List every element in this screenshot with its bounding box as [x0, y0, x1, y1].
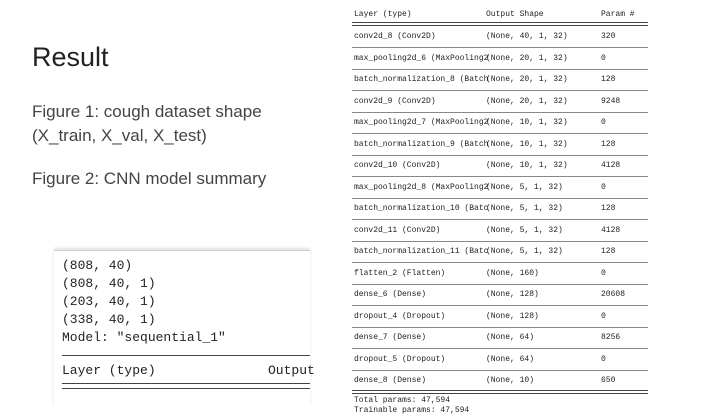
dataset-shape-output: [54, 250, 315, 406]
layer-name-cell: max_pooling2d_8 (MaxPooling2: [354, 183, 489, 192]
shape-line: (808, 40, 1): [62, 276, 156, 291]
param-count-cell: 128: [601, 75, 616, 84]
slide-title: Result: [32, 42, 109, 72]
trainable-params: Trainable params: 47,594: [354, 406, 470, 415]
output-shape-cell: (None, 64): [486, 333, 535, 342]
output-shape-cell: (None, 160): [486, 269, 539, 278]
row-divider: [352, 69, 648, 70]
row-divider: [352, 241, 648, 242]
layer-name-cell: batch_normalization_8 (Batch: [354, 75, 489, 84]
total-params: Total params: 47,594: [354, 396, 451, 405]
row-divider: [352, 219, 648, 220]
row-divider: [352, 305, 648, 306]
output-shape-cell: (None, 5, 1, 32): [486, 204, 563, 213]
param-count-cell: 128: [601, 247, 616, 256]
layer-name-cell: batch_normalization_10 (Batc: [354, 204, 489, 213]
output-shape-cell: (None, 10, 1, 32): [486, 140, 568, 149]
output-shape-cell: (None, 128): [486, 290, 539, 299]
divider: [62, 355, 310, 356]
row-divider: [352, 262, 648, 263]
output-shape-cell: (None, 20, 1, 32): [486, 75, 568, 84]
param-count-cell: 0: [601, 118, 606, 127]
layer-name-cell: conv2d_9 (Conv2D): [354, 97, 436, 106]
row-divider: [352, 284, 648, 285]
shape-line: (338, 40, 1): [62, 312, 156, 327]
param-count-cell: 650: [601, 376, 616, 385]
output-shape-cell: (None, 5, 1, 32): [486, 226, 563, 235]
output-header: Output: [268, 363, 315, 378]
layer-name-cell: conv2d_10 (Conv2D): [354, 161, 441, 170]
model-name-line: Model: "sequential_1": [62, 330, 226, 345]
model-summary-table: [352, 0, 648, 415]
output-shape-header: Output Shape: [486, 10, 544, 19]
output-shape-cell: (None, 40, 1, 32): [486, 32, 568, 41]
divider: [62, 383, 310, 389]
output-shape-cell: (None, 10, 1, 32): [486, 118, 568, 127]
output-shape-cell: (None, 128): [486, 312, 539, 321]
output-shape-cell: (None, 10, 1, 32): [486, 161, 568, 170]
figure-2-caption: Figure 2: CNN model summary: [32, 169, 267, 188]
row-divider: [352, 327, 648, 328]
param-count-cell: 128: [601, 204, 616, 213]
output-shape-cell: (None, 20, 1, 32): [486, 54, 568, 63]
row-divider: [352, 198, 648, 199]
output-shape-cell: (None, 5, 1, 32): [486, 247, 563, 256]
output-shape-cell: (None, 20, 1, 32): [486, 97, 568, 106]
param-count-cell: 128: [601, 140, 616, 149]
layer-name-cell: dropout_4 (Dropout): [354, 312, 446, 321]
param-count-cell: 0: [601, 269, 606, 278]
param-count-cell: 0: [601, 183, 606, 192]
row-divider: [352, 90, 648, 91]
param-count-cell: 0: [601, 312, 606, 321]
layer-name-cell: dense_7 (Dense): [354, 333, 427, 342]
param-count-cell: 0: [601, 355, 606, 364]
param-count-cell: 320: [601, 32, 616, 41]
layer-name-cell: flatten_2 (Flatten): [354, 269, 446, 278]
shape-line: (203, 40, 1): [62, 294, 156, 309]
layer-name-cell: batch_normalization_9 (Batch: [354, 140, 489, 149]
layer-name-cell: max_pooling2d_7 (MaxPooling2: [354, 118, 489, 127]
row-divider: [352, 112, 648, 113]
param-count-header: Param #: [601, 10, 635, 19]
output-shape-cell: (None, 10): [486, 376, 535, 385]
param-count-cell: 0: [601, 54, 606, 63]
param-count-cell: 20608: [601, 290, 626, 299]
row-divider: [352, 348, 648, 349]
param-count-cell: 4128: [601, 161, 621, 170]
output-shape-cell: (None, 5, 1, 32): [486, 183, 563, 192]
layer-header: Layer (type): [62, 363, 156, 378]
row-divider: [352, 133, 648, 134]
param-count-cell: 4128: [601, 226, 621, 235]
output-shape-cell: (None, 64): [486, 355, 535, 364]
row-divider: [352, 176, 648, 177]
param-count-cell: 8256: [601, 333, 621, 342]
figure-1-caption: Figure 1: cough dataset shape (X_train, X_val, X_test): [32, 102, 262, 145]
param-count-cell: 9248: [601, 97, 621, 106]
row-divider: [352, 370, 648, 371]
layer-name-cell: conv2d_11 (Conv2D): [354, 226, 441, 235]
divider: [352, 390, 648, 394]
layer-name-cell: dense_8 (Dense): [354, 376, 427, 385]
layer-name-cell: dense_6 (Dense): [354, 290, 427, 299]
layer-type-header: Layer (type): [354, 10, 412, 19]
layer-name-cell: max_pooling2d_6 (MaxPooling2: [354, 54, 489, 63]
layer-name-cell: conv2d_8 (Conv2D): [354, 32, 436, 41]
layer-name-cell: batch_normalization_11 (Batc: [354, 247, 489, 256]
layer-name-cell: dropout_5 (Dropout): [354, 355, 446, 364]
shape-line: (808, 40): [62, 258, 133, 273]
row-divider: [352, 155, 648, 156]
row-divider: [352, 47, 648, 48]
divider: [352, 22, 648, 26]
